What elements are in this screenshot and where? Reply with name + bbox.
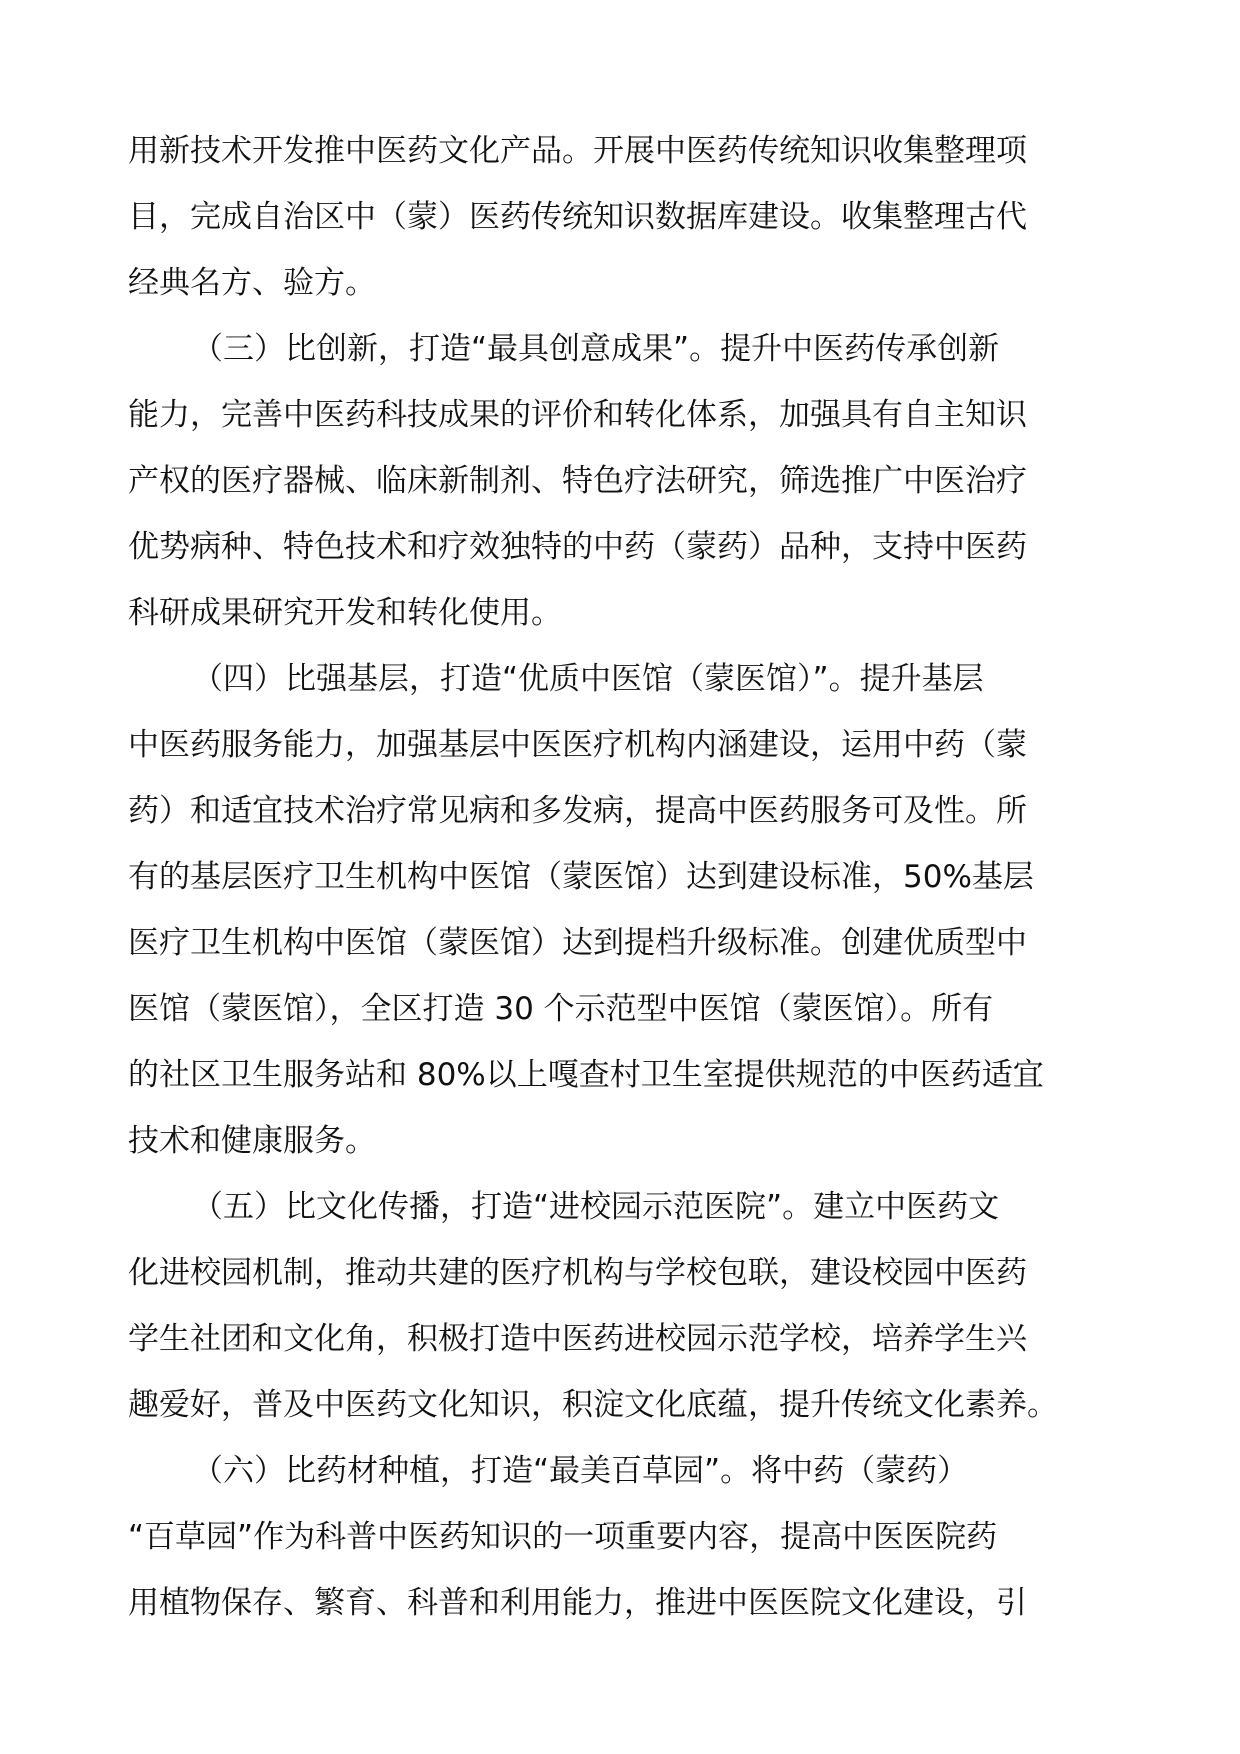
text-line: 医疗卫生机构中医馆（蒙医馆）达到提档升级标准。创建优质型中 (128, 925, 1027, 961)
body-text (128, 118, 1118, 1636)
text-line: 优势病种、特色技术和疗效独特的中药（蒙药）品种，支持中医药 (128, 529, 1027, 565)
text-line: 目，完成自治区中（蒙）医药传统知识数据库建设。收集整理古代 (128, 199, 1027, 235)
text-line: 用植物保存、繁育、科普和利用能力，推进中医医院文化建设，引 (128, 1585, 1027, 1621)
section-heading-line: （四）比强基层，打造“优质中医馆（蒙医馆）”。提升基层 (192, 661, 984, 697)
text-line: 化进校园机制，推动共建的医疗机构与学校包联，建设校园中医药 (128, 1255, 1027, 1291)
text-line: 能力，完善中医药科技成果的评价和转化体系，加强具有自主知识 (128, 397, 1027, 433)
text-line: 科研成果研究开发和转化使用。 (128, 595, 562, 631)
text-line: 产权的医疗器械、临床新制剂、特色疗法研究，筛选推广中医治疗 (128, 463, 1027, 499)
text-line: 技术和健康服务。 (128, 1123, 376, 1159)
text-line: 学生社团和文化角，积极打造中医药进校园示范学校，培养学生兴 (128, 1321, 1027, 1357)
text-line: 有的基层医疗卫生机构中医馆（蒙医馆）达到建设标准，50%基层 (128, 859, 1034, 895)
section-heading-line: （三）比创新，打造“最具创意成果”。提升中医药传承创新 (192, 331, 1000, 367)
text-line: 趣爱好，普及中医药文化知识，积淀文化底蕴，提升传统文化素养。 (128, 1387, 1058, 1423)
text-line: “百草园”作为科普中医药知识的一项重要内容，提高中医医院药 (128, 1519, 998, 1555)
text-line: 中医药服务能力，加强基层中医医疗机构内涵建设，运用中药（蒙 (128, 727, 1027, 763)
text-line: 的社区卫生服务站和 80%以上嘎查村卫生室提供规范的中医药适宜 (128, 1057, 1044, 1093)
section-heading-line: （六）比药材种植，打造“最美百草园”。将中药（蒙药） (192, 1453, 969, 1489)
text-line: 经典名方、验方。 (128, 265, 376, 301)
text-line: 医馆（蒙医馆），全区打造 30 个示范型中医馆（蒙医馆）。所有 (128, 991, 994, 1027)
text-line: 药）和适宜技术治疗常见病和多发病，提高中医药服务可及性。所 (128, 793, 1027, 829)
text-line: 用新技术开发推中医药文化产品。开展中医药传统知识收集整理项 (128, 133, 1027, 169)
section-heading-line: （五）比文化传播，打造“进校园示范医院”。建立中医药文 (192, 1189, 1000, 1225)
